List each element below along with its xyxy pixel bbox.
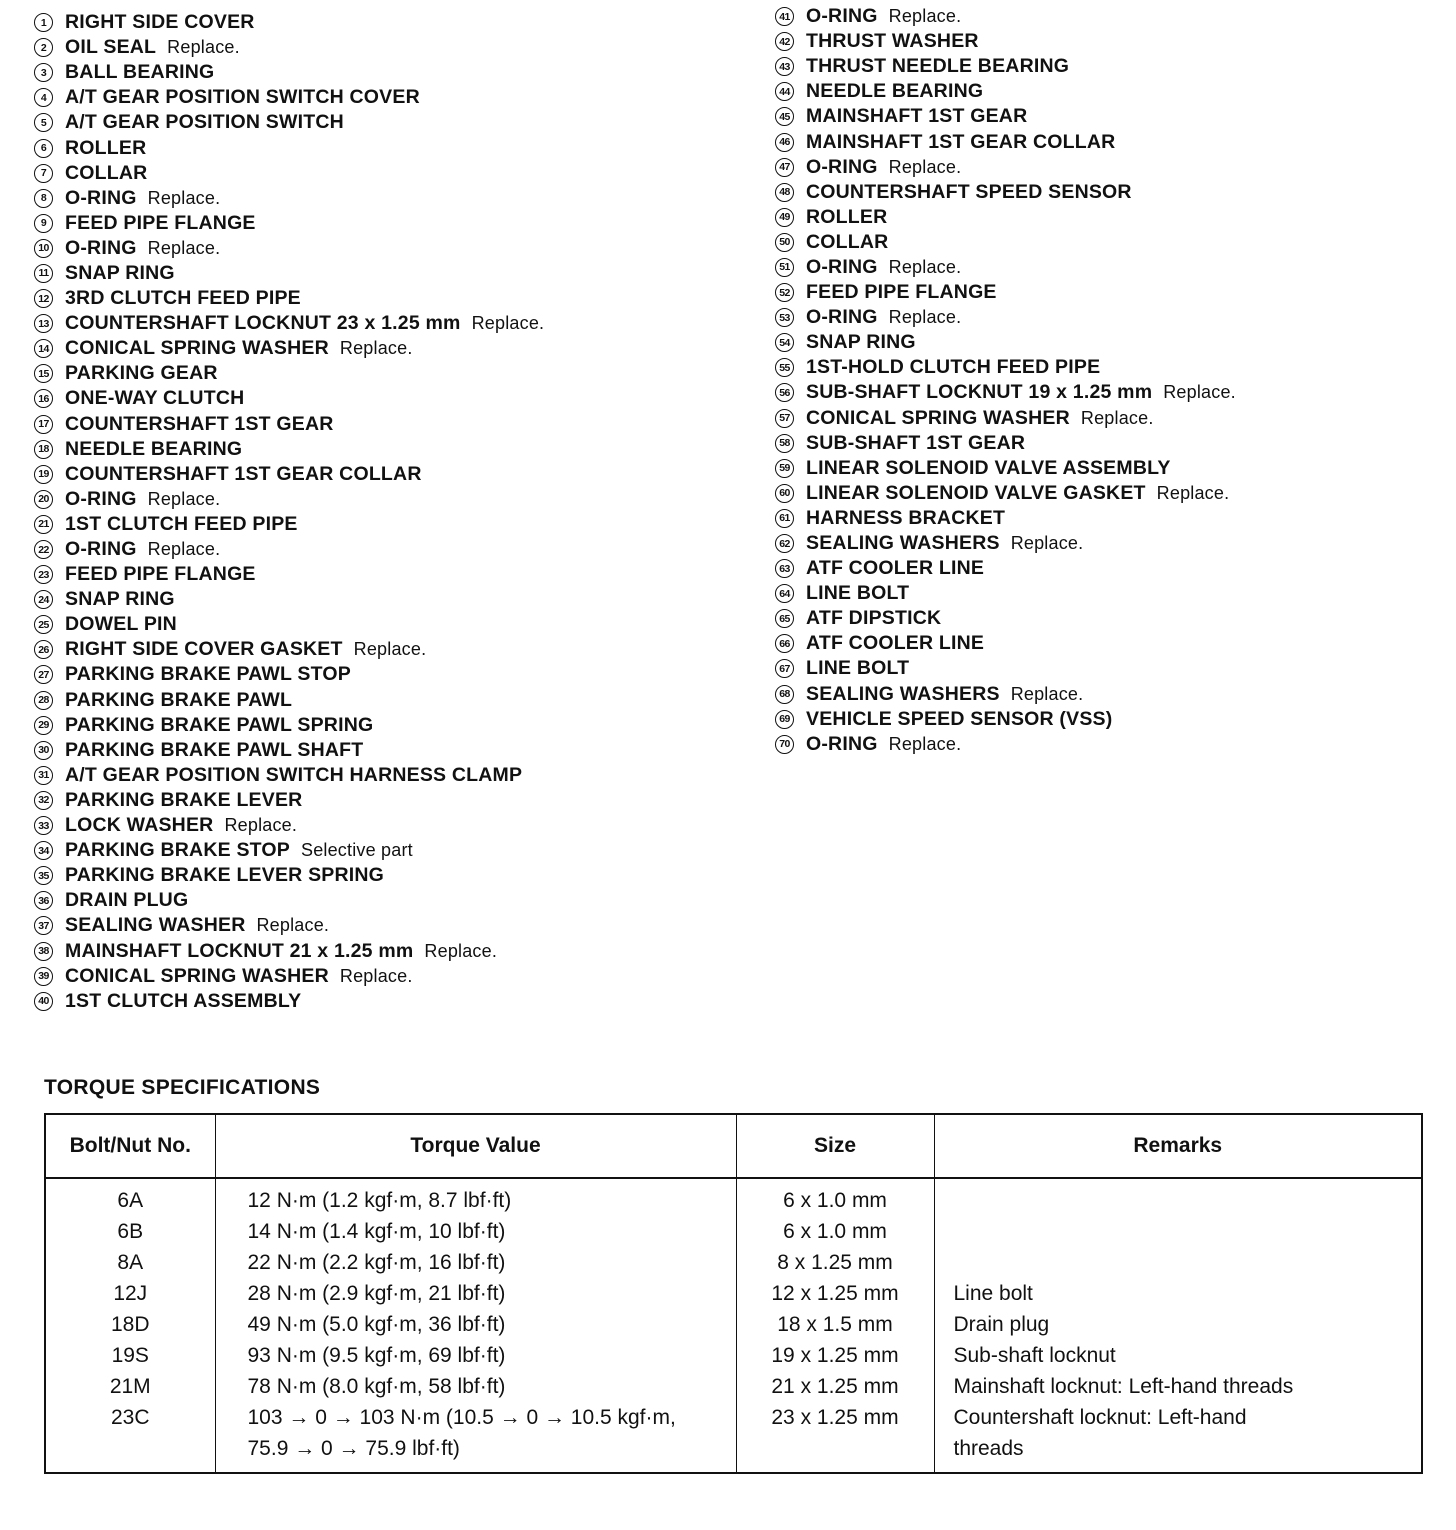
- part-number-badge: 49: [775, 208, 794, 227]
- part-item: [34, 85, 544, 110]
- part-name: FEED PIPE FLANGE: [65, 211, 256, 234]
- part-item: [775, 707, 1236, 732]
- part-number-badge: 5: [34, 113, 53, 132]
- part-note: Replace.: [167, 37, 240, 58]
- part-item: [775, 355, 1236, 380]
- size-cell: 23 x 1.25 mm: [771, 1406, 899, 1429]
- part-item: [34, 738, 544, 763]
- part-name: PARKING GEAR: [65, 362, 218, 385]
- part-item: [775, 380, 1236, 405]
- part-note: Replace.: [471, 313, 545, 334]
- part-name: ROLLER: [65, 136, 147, 159]
- part-name: HARNESS BRACKET: [806, 506, 1006, 529]
- part-item: [775, 406, 1236, 431]
- part-name: SEALING WASHERS: [806, 532, 1000, 555]
- part-name: 3RD CLUTCH FEED PIPE: [65, 287, 301, 310]
- table-body-row: [45, 1178, 1422, 1473]
- part-note: Replace.: [888, 6, 962, 27]
- part-note: Replace.: [1163, 382, 1236, 403]
- part-number-badge: 14: [34, 339, 53, 358]
- part-name: PARKING BRAKE PAWL STOP: [65, 663, 351, 686]
- part-number-badge: 57: [775, 409, 794, 428]
- part-name: SNAP RING: [65, 588, 175, 611]
- size-column: [736, 1178, 934, 1473]
- parts-list-right: [775, 4, 1236, 757]
- part-number-badge: 59: [775, 459, 794, 478]
- remarks-cell: Line bolt: [953, 1282, 1033, 1305]
- part-name: ATF COOLER LINE: [806, 632, 985, 655]
- part-name: O-RING: [806, 255, 878, 278]
- torque-value-cell: 93 N·m (9.5 kgf·m, 69 lbf·ft): [247, 1344, 506, 1367]
- part-item: [775, 732, 1236, 757]
- part-number-badge: 10: [34, 239, 53, 258]
- remarks-cell: Mainshaft locknut: Left-hand threads: [953, 1375, 1294, 1398]
- part-item: [775, 280, 1236, 305]
- part-number-badge: 33: [34, 816, 53, 835]
- header-size: Size: [736, 1114, 934, 1178]
- part-item: [34, 637, 544, 662]
- part-name: O-RING: [65, 487, 137, 510]
- header-remarks: Remarks: [934, 1114, 1422, 1178]
- part-item: [34, 662, 544, 687]
- part-item: [34, 10, 544, 35]
- part-item: [34, 261, 544, 286]
- bolt-nut-cell: 6B: [117, 1220, 144, 1243]
- part-number-badge: 16: [34, 389, 53, 408]
- part-item: [775, 506, 1236, 531]
- part-name: MAINSHAFT LOCKNUT 21 x 1.25 mm: [65, 939, 414, 962]
- part-item: [34, 763, 544, 788]
- part-number-badge: 8: [34, 189, 53, 208]
- part-number-badge: 27: [34, 665, 53, 684]
- part-name: O-RING: [806, 155, 878, 178]
- part-number-badge: 17: [34, 415, 53, 434]
- part-name: O-RING: [806, 5, 878, 28]
- part-number-badge: 56: [775, 383, 794, 402]
- part-name: A/T GEAR POSITION SWITCH HARNESS CLAMP: [65, 763, 523, 786]
- part-item: [34, 562, 544, 587]
- part-item: [775, 581, 1236, 606]
- part-item: [34, 989, 544, 1014]
- part-item: [34, 612, 544, 637]
- bolt-nut-cell: 21M: [109, 1375, 151, 1398]
- remarks-cell: [954, 1216, 1421, 1247]
- part-item: [775, 155, 1236, 180]
- part-name: SNAP RING: [806, 331, 916, 354]
- part-number-badge: 58: [775, 434, 794, 453]
- part-name: DOWEL PIN: [65, 613, 177, 636]
- part-item: [34, 386, 544, 411]
- part-name: COUNTERSHAFT LOCKNUT 23 x 1.25 mm: [65, 312, 461, 335]
- part-note: Replace.: [147, 488, 221, 509]
- size-cell: 19 x 1.25 mm: [771, 1344, 899, 1367]
- part-name: CONICAL SPRING WASHER: [806, 406, 1070, 429]
- size-cell: 8 x 1.25 mm: [777, 1251, 893, 1274]
- part-name: LOCK WASHER: [65, 814, 214, 837]
- part-item: [775, 556, 1236, 581]
- part-name: SNAP RING: [65, 261, 175, 284]
- part-name: SEALING WASHER: [65, 914, 246, 937]
- part-note: Replace.: [1156, 482, 1230, 503]
- part-name: FEED PIPE FLANGE: [806, 281, 997, 304]
- part-item: [34, 211, 544, 236]
- part-note: Replace.: [147, 539, 221, 560]
- size-cell: 6 x 1.0 mm: [783, 1220, 887, 1243]
- part-note: Replace.: [224, 815, 298, 836]
- part-note: Replace.: [1080, 407, 1154, 428]
- part-name: 1ST CLUTCH ASSEMBLY: [65, 989, 302, 1012]
- part-number-badge: 30: [34, 741, 53, 760]
- part-note: Replace.: [256, 915, 330, 936]
- part-item: [34, 863, 544, 888]
- part-item: [775, 54, 1236, 79]
- part-item: [34, 236, 544, 261]
- part-item: [34, 161, 544, 186]
- part-number-badge: 51: [775, 258, 794, 277]
- remarks-column: [934, 1178, 1422, 1473]
- part-name: COLLAR: [806, 230, 889, 253]
- torque-value-cell: 78 N·m (8.0 kgf·m, 58 lbf·ft): [247, 1375, 506, 1398]
- part-item: [34, 512, 544, 537]
- part-item: [34, 938, 544, 963]
- header-torque-value: Torque Value: [215, 1114, 736, 1178]
- bolt-nut-cell: 12J: [113, 1282, 148, 1305]
- part-name: O-RING: [65, 538, 137, 561]
- part-name: COUNTERSHAFT SPEED SENSOR: [806, 180, 1132, 203]
- part-number-badge: 19: [34, 465, 53, 484]
- part-name: PARKING BRAKE LEVER SPRING: [65, 864, 385, 887]
- torque-specifications-heading: TORQUE SPECIFICATIONS: [44, 1076, 321, 1099]
- remarks-cell: Sub-shaft locknut: [953, 1344, 1116, 1367]
- part-name: O-RING: [65, 236, 137, 259]
- torque-value-cell: 12 N·m (1.2 kgf·m, 8.7 lbf·ft): [247, 1189, 512, 1212]
- part-number-badge: 6: [34, 139, 53, 158]
- part-name: 1ST-HOLD CLUTCH FEED PIPE: [806, 356, 1101, 379]
- part-number-badge: 61: [775, 509, 794, 528]
- torque-specifications-table: [44, 1113, 1423, 1474]
- part-item: [775, 305, 1236, 330]
- part-item: [34, 311, 544, 336]
- part-item: [34, 135, 544, 160]
- part-number-badge: 67: [775, 659, 794, 678]
- part-number-badge: 28: [34, 691, 53, 710]
- part-name: ONE-WAY CLUTCH: [65, 387, 245, 410]
- bolt-nut-cell: 6A: [117, 1189, 144, 1212]
- remarks-cell: threads: [953, 1437, 1024, 1460]
- part-number-badge: 20: [34, 490, 53, 509]
- part-item: [34, 487, 544, 512]
- part-name: A/T GEAR POSITION SWITCH COVER: [65, 86, 420, 109]
- part-name: MAINSHAFT 1ST GEAR COLLAR: [806, 130, 1116, 153]
- part-item: [775, 656, 1236, 681]
- part-note: Replace.: [1010, 533, 1084, 554]
- part-name: SUB-SHAFT LOCKNUT 19 x 1.25 mm: [806, 381, 1153, 404]
- part-name: PARKING BRAKE PAWL: [65, 688, 293, 711]
- part-number-badge: 4: [34, 88, 53, 107]
- part-name: RIGHT SIDE COVER GASKET: [65, 638, 343, 661]
- part-item: [775, 531, 1236, 556]
- part-number-badge: 13: [34, 314, 53, 333]
- remarks-cell: Drain plug: [953, 1313, 1050, 1336]
- part-item: [34, 60, 544, 85]
- part-note: Replace.: [339, 965, 413, 986]
- part-number-badge: 41: [775, 7, 794, 26]
- size-cell: 12 x 1.25 mm: [771, 1282, 899, 1305]
- part-number-badge: 37: [34, 916, 53, 935]
- part-name: 1ST CLUTCH FEED PIPE: [65, 512, 298, 535]
- size-cell: 6 x 1.0 mm: [783, 1189, 887, 1212]
- part-item: [34, 110, 544, 135]
- part-item: [34, 437, 544, 462]
- part-name: CONICAL SPRING WASHER: [65, 964, 329, 987]
- part-name: NEEDLE BEARING: [806, 80, 984, 103]
- part-item: [34, 913, 544, 938]
- part-item: [34, 35, 544, 60]
- part-number-badge: 7: [34, 164, 53, 183]
- part-name: COUNTERSHAFT 1ST GEAR: [65, 412, 334, 435]
- part-item: [34, 838, 544, 863]
- part-item: [34, 336, 544, 361]
- part-number-badge: 29: [34, 716, 53, 735]
- part-number-badge: 2: [34, 38, 53, 57]
- part-item: [34, 688, 544, 713]
- part-item: [34, 186, 544, 211]
- part-name: LINEAR SOLENOID VALVE ASSEMBLY: [806, 456, 1171, 479]
- part-number-badge: 43: [775, 57, 794, 76]
- part-number-badge: 64: [775, 584, 794, 603]
- part-name: ATF COOLER LINE: [806, 557, 985, 580]
- part-item: [775, 631, 1236, 656]
- remarks-cell: Countershaft locknut: Left-hand: [953, 1406, 1247, 1429]
- part-item: [775, 255, 1236, 280]
- part-number-badge: 69: [775, 710, 794, 729]
- torque-value-cell: 28 N·m (2.9 kgf·m, 21 lbf·ft): [247, 1282, 506, 1305]
- part-number-badge: 46: [775, 133, 794, 152]
- part-number-badge: 38: [34, 942, 53, 961]
- part-item: [34, 286, 544, 311]
- header-bolt-nut-no: Bolt/Nut No.: [45, 1114, 215, 1178]
- part-item: [775, 431, 1236, 456]
- part-number-badge: 60: [775, 484, 794, 503]
- part-number-badge: 26: [34, 640, 53, 659]
- part-item: [34, 813, 544, 838]
- size-cell: 21 x 1.25 mm: [771, 1375, 899, 1398]
- part-name: PARKING BRAKE LEVER: [65, 788, 303, 811]
- part-number-badge: 36: [34, 891, 53, 910]
- part-item: [34, 361, 544, 386]
- part-item: [34, 412, 544, 437]
- part-name: FEED PIPE FLANGE: [65, 563, 256, 586]
- bolt-nut-cell: 19S: [111, 1344, 149, 1367]
- part-name: THRUST NEEDLE BEARING: [806, 55, 1070, 78]
- part-name: COLLAR: [65, 161, 148, 184]
- part-number-badge: 25: [34, 615, 53, 634]
- part-item: [775, 606, 1236, 631]
- part-name: O-RING: [806, 306, 878, 329]
- part-name: VEHICLE SPEED SENSOR (VSS): [806, 707, 1113, 730]
- part-name: PARKING BRAKE PAWL SHAFT: [65, 738, 364, 761]
- part-item: [775, 456, 1236, 481]
- size-cell: 18 x 1.5 mm: [777, 1313, 893, 1336]
- part-number-badge: 65: [775, 609, 794, 628]
- part-name: PARKING BRAKE PAWL SPRING: [65, 713, 374, 736]
- part-item: [34, 713, 544, 738]
- part-number-badge: 54: [775, 333, 794, 352]
- remarks-cell: [954, 1185, 1421, 1216]
- part-number-badge: 32: [34, 791, 53, 810]
- part-number-badge: 50: [775, 233, 794, 252]
- part-note: Replace.: [339, 338, 413, 359]
- part-number-badge: 11: [34, 264, 53, 283]
- part-number-badge: 23: [34, 565, 53, 584]
- part-number-badge: 42: [775, 32, 794, 51]
- part-number-badge: 31: [34, 766, 53, 785]
- part-number-badge: 55: [775, 358, 794, 377]
- part-note: Selective part: [300, 840, 413, 861]
- part-note: Replace.: [888, 307, 962, 328]
- part-name: RIGHT SIDE COVER: [65, 11, 255, 34]
- part-note: Replace.: [424, 940, 498, 961]
- remarks-cell: [954, 1247, 1421, 1278]
- torque-value-cell: 22 N·m (2.2 kgf·m, 16 lbf·ft): [247, 1251, 506, 1274]
- part-item: [775, 104, 1236, 129]
- part-name: BALL BEARING: [65, 61, 215, 84]
- part-name: O-RING: [65, 186, 137, 209]
- part-item: [775, 29, 1236, 54]
- part-name: OIL SEAL: [65, 36, 157, 59]
- part-name: A/T GEAR POSITION SWITCH: [65, 111, 344, 134]
- part-item: [775, 129, 1236, 154]
- part-name: NEEDLE BEARING: [65, 437, 243, 460]
- part-item: [34, 462, 544, 487]
- part-number-badge: 1: [34, 13, 53, 32]
- part-number-badge: 68: [775, 685, 794, 704]
- part-number-badge: 15: [34, 364, 53, 383]
- part-item: [34, 587, 544, 612]
- torque-value-cell: 14 N·m (1.4 kgf·m, 10 lbf·ft): [247, 1220, 506, 1243]
- part-item: [775, 481, 1236, 506]
- part-number-badge: 70: [775, 735, 794, 754]
- part-note: Replace.: [888, 733, 962, 754]
- part-item: [34, 788, 544, 813]
- part-note: Replace.: [888, 156, 962, 177]
- part-name: MAINSHAFT 1ST GEAR: [806, 105, 1028, 128]
- part-item: [775, 205, 1236, 230]
- part-number-badge: 24: [34, 590, 53, 609]
- part-number-badge: 21: [34, 515, 53, 534]
- part-number-badge: 44: [775, 82, 794, 101]
- torque-value-cell: 75.9 → 0 → 75.9 lbf·ft): [247, 1437, 460, 1460]
- part-name: LINE BOLT: [806, 657, 910, 680]
- bolt-nut-cell: 8A: [117, 1251, 144, 1274]
- part-number-badge: 40: [34, 992, 53, 1011]
- part-item: [34, 888, 544, 913]
- part-number-badge: 48: [775, 183, 794, 202]
- torque-value-column: [215, 1178, 736, 1473]
- part-note: Replace.: [353, 639, 427, 660]
- part-number-badge: 9: [34, 214, 53, 233]
- table-header-row: [45, 1114, 1422, 1178]
- part-note: Replace.: [147, 237, 221, 258]
- part-name: SEALING WASHERS: [806, 682, 1000, 705]
- bolt-nut-cell: 18D: [110, 1313, 150, 1336]
- part-name: COUNTERSHAFT 1ST GEAR COLLAR: [65, 462, 422, 485]
- part-item: [775, 230, 1236, 255]
- part-number-badge: 63: [775, 559, 794, 578]
- part-item: [34, 537, 544, 562]
- part-item: [775, 180, 1236, 205]
- part-item: [775, 330, 1236, 355]
- part-note: Replace.: [888, 256, 962, 277]
- part-name: ROLLER: [806, 205, 888, 228]
- part-number-badge: 35: [34, 866, 53, 885]
- part-number-badge: 18: [34, 440, 53, 459]
- torque-value-cell: 49 N·m (5.0 kgf·m, 36 lbf·ft): [247, 1313, 506, 1336]
- part-number-badge: 34: [34, 841, 53, 860]
- part-name: O-RING: [806, 732, 878, 755]
- part-number-badge: 47: [775, 158, 794, 177]
- part-number-badge: 12: [34, 289, 53, 308]
- part-name: PARKING BRAKE STOP: [65, 839, 290, 862]
- part-note: Replace.: [1010, 683, 1084, 704]
- part-name: DRAIN PLUG: [65, 889, 189, 912]
- part-number-badge: 53: [775, 308, 794, 327]
- part-number-badge: 3: [34, 63, 53, 82]
- part-note: Replace.: [147, 187, 221, 208]
- part-name: CONICAL SPRING WASHER: [65, 337, 329, 360]
- part-name: LINE BOLT: [806, 582, 910, 605]
- part-number-badge: 66: [775, 634, 794, 653]
- part-name: ATF DIPSTICK: [806, 607, 942, 630]
- part-number-badge: 52: [775, 283, 794, 302]
- torque-value-cell: 103 → 0 → 103 N·m (10.5 → 0 → 10.5 kgf·m,: [247, 1406, 676, 1429]
- part-name: LINEAR SOLENOID VALVE GASKET: [806, 481, 1146, 504]
- bolt-nut-column: [45, 1178, 215, 1473]
- part-item: [34, 964, 544, 989]
- part-number-badge: 39: [34, 967, 53, 986]
- part-item: [775, 682, 1236, 707]
- part-number-badge: 45: [775, 107, 794, 126]
- bolt-nut-cell: 23C: [110, 1406, 150, 1429]
- part-item: [775, 79, 1236, 104]
- part-number-badge: 62: [775, 534, 794, 553]
- part-name: SUB-SHAFT 1ST GEAR: [806, 431, 1026, 454]
- parts-list-left: [34, 10, 544, 1014]
- part-number-badge: 22: [34, 540, 53, 559]
- part-name: THRUST WASHER: [806, 30, 979, 53]
- part-item: [775, 4, 1236, 29]
